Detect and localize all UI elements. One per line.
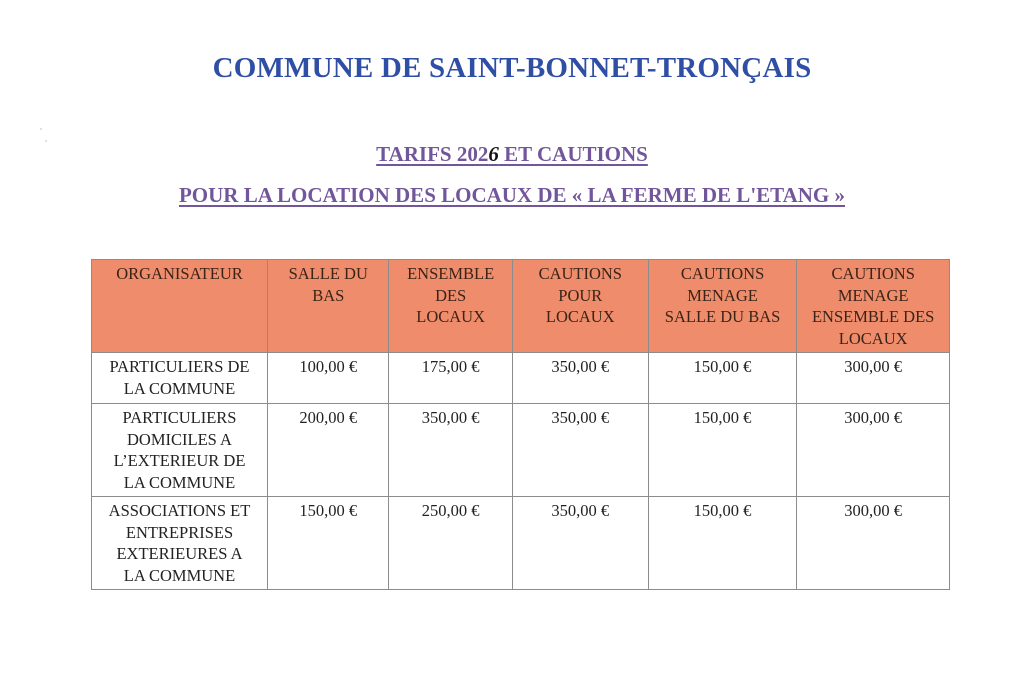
- cell-salle-du-bas: 200,00 €: [268, 404, 389, 497]
- header-line: LOCAUX: [416, 307, 486, 326]
- header-cautions-pour-locaux: [512, 260, 648, 353]
- cell-organisateur: [92, 353, 268, 404]
- cell-salle-du-bas: 100,00 €: [268, 353, 389, 404]
- organisateur-line: DOMICILES A: [127, 429, 232, 449]
- subtitle-tarifs-prefix: TARIFS 202: [376, 142, 489, 166]
- cell-ensemble-des-locaux: 175,00 €: [389, 353, 512, 404]
- header-cautions-menage-salle-du-bas: [648, 260, 797, 353]
- organisateur-line: L’EXTERIEUR DE: [113, 451, 246, 470]
- header-line: MENAGE: [687, 285, 758, 305]
- cell-cautions-pour-locaux: 350,00 €: [512, 404, 648, 497]
- header-line: LOCAUX: [838, 328, 908, 348]
- handwritten-year-digit: 6: [488, 142, 499, 166]
- header-line: POUR: [558, 285, 603, 305]
- tarifs-table: [91, 259, 950, 590]
- table-row: [92, 353, 950, 404]
- cell-cautions-menage-salle-du-bas: 150,00 €: [648, 353, 797, 404]
- cell-cautions-pour-locaux: 350,00 €: [512, 353, 648, 404]
- header-line: SALLE DU BAS: [664, 307, 781, 326]
- header-line: ENSEMBLE: [407, 264, 495, 283]
- header-cautions-menage-ensemble-des-locaux: [797, 260, 950, 353]
- organisateur-line: LA COMMUNE: [123, 472, 236, 492]
- cell-cautions-menage-ensemble-des-locaux: 300,00 €: [797, 404, 950, 497]
- organisateur-line: ENTREPRISES: [125, 522, 234, 542]
- header-organisateur: [92, 260, 268, 353]
- organisateur-line: PARTICULIERS: [122, 408, 237, 427]
- cell-cautions-menage-salle-du-bas: 150,00 €: [648, 497, 797, 590]
- organisateur-line: EXTERIEURES A: [116, 544, 243, 563]
- header-line: CAUTIONS: [680, 264, 765, 283]
- cell-organisateur: [92, 404, 268, 497]
- subtitle-tarifs-suffix: ET CAUTIONS: [498, 142, 648, 166]
- header-line: DES: [435, 285, 467, 305]
- header-line: SALLE DU: [288, 264, 368, 283]
- table-row: [92, 497, 950, 590]
- table-row: [92, 404, 950, 497]
- subtitle-tarifs: [0, 142, 1024, 167]
- organisateur-line: ASSOCIATIONS ET: [108, 501, 251, 520]
- organisateur-line: LA COMMUNE: [123, 565, 236, 585]
- header-line: BAS: [312, 285, 345, 305]
- subtitle-location: POUR LA LOCATION DES LOCAUX DE « LA FERME DE L'ETANG »: [178, 183, 846, 207]
- cell-ensemble-des-locaux: 350,00 €: [389, 404, 512, 497]
- organisateur-line: LA COMMUNE: [123, 378, 236, 398]
- header-line: ENSEMBLE DES: [811, 307, 935, 326]
- header-line: CAUTIONS: [831, 264, 915, 283]
- header-line: ORGANISATEUR: [116, 264, 243, 283]
- cell-cautions-pour-locaux: 350,00 €: [512, 497, 648, 590]
- cell-salle-du-bas: 150,00 €: [268, 497, 389, 590]
- header-line: LOCAUX: [545, 307, 615, 326]
- cell-cautions-menage-salle-du-bas: 150,00 €: [648, 404, 797, 497]
- cell-cautions-menage-ensemble-des-locaux: 300,00 €: [797, 353, 950, 404]
- header-ensemble-des-locaux: [389, 260, 512, 353]
- header-salle-du-bas: [268, 260, 389, 353]
- scan-speck: [40, 128, 42, 130]
- cell-cautions-menage-ensemble-des-locaux: 300,00 €: [797, 497, 950, 590]
- header-line: MENAGE: [837, 285, 909, 305]
- cell-organisateur: [92, 497, 268, 590]
- table-header-row: [92, 260, 950, 353]
- scan-speck: [45, 140, 47, 142]
- cell-ensemble-des-locaux: 250,00 €: [389, 497, 512, 590]
- header-line: CAUTIONS: [538, 264, 622, 283]
- document-title: COMMUNE DE SAINT-BONNET-TRONÇAIS: [212, 52, 812, 84]
- organisateur-line: PARTICULIERS DE: [109, 357, 250, 376]
